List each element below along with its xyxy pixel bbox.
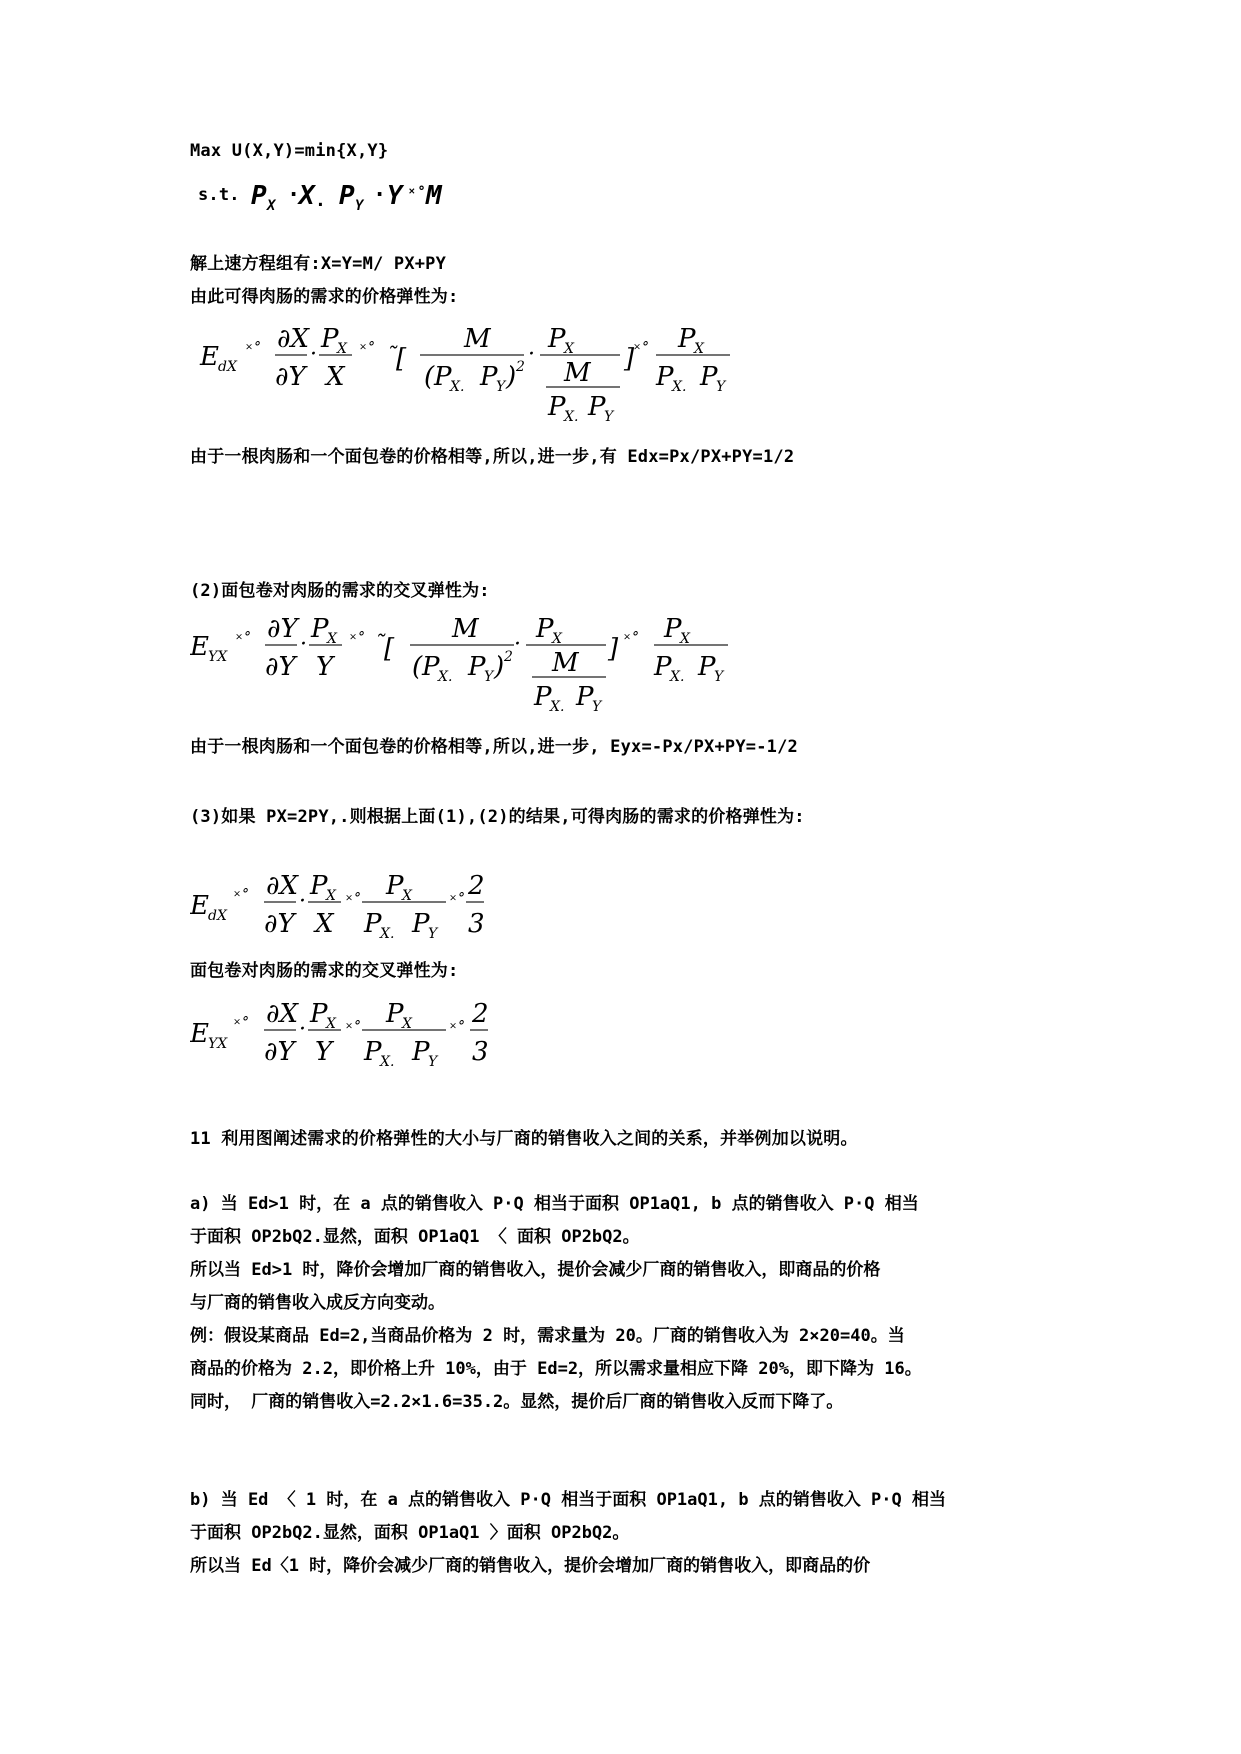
cross-elasticity-intro-2: 面包卷对肉肠的需求的交叉弹性为: [190,961,459,981]
edx-result-line: 由于一根肉肠和一个面包卷的价格相等,所以,进一步,有 Edx=Px/PX+PY=1/2 [190,447,795,467]
symbol-Y: Y [315,1037,333,1067]
symbol-P: P [480,362,498,392]
partial-X: ∂X [266,999,298,1029]
symbol-P: P [434,362,452,392]
subscript-X: X. [450,379,465,395]
subscript-Y: Y [355,198,364,214]
symbol-E: E [190,1019,209,1049]
subscript-X: X [326,888,336,904]
exponent-2: 2 [504,649,513,665]
partial-X: ∂X [277,325,309,354]
denominator-3: 3 [472,1037,489,1067]
symbol-X: X [315,909,334,939]
subscript-X: X. [672,379,687,395]
constraint-prefix: s.t. [198,185,240,205]
eyx-result-line: 由于一根肉肠和一个面包卷的价格相等,所以,进一步, Eyx=-Px/PX+PY=-1/2 [190,737,798,757]
constraint-line [198,178,442,218]
solution-line: 解上速方程组有:X=Y=M/ PX+PY [190,254,447,274]
subscript-X: X [326,1016,336,1032]
subscript-X: X [564,341,574,357]
equals-glyph: ˟˚ [450,1019,465,1038]
tilde-glyph: ˜ [386,344,397,369]
partial-Y: ∂Y [267,615,298,644]
equals-glyph: ˟˚ [624,630,639,649]
subscript-X: X. [550,699,565,715]
formula-cross-elasticity [190,615,750,715]
case-b-line: 于面积 OP2bQ2.显然，面积 OP1aQ1 〉面积 OP2bQ2。 [190,1523,630,1543]
symbol-P: P [698,652,716,682]
symbol-P: P [548,392,566,422]
subscript-YX: YX [208,1036,228,1052]
partial-Y: ∂Y [264,1037,295,1067]
symbol-X: X [299,181,315,211]
equals-glyph: ˟˚ [346,891,361,910]
case-b-line: b) 当 Ed 〈 1 时，在 a 点的销售收入 P·Q 相当于面积 OP1aQ1, b 点的销售收入 P·Q 相当 [190,1490,946,1510]
symbol-M: M [552,648,579,678]
left-paren: ( [424,362,435,392]
subscript-YX: YX [208,649,228,665]
case-a-line: 例：假设某商品 Ed=2,当商品价格为 2 时，需求量为 20。厂商的销售收入为 2×20=40。当 [190,1326,905,1346]
symbol-P: P [422,652,440,682]
symbol-P: P [386,871,404,901]
symbol-P: P [536,615,554,644]
symbol-M: M [452,615,479,644]
equals-glyph: ˟˚ [236,630,251,649]
subscript-Y: Y [716,379,726,395]
symbol-P: P [678,325,696,354]
symbol-P: P [364,909,382,939]
subscript-X: X [694,341,704,357]
subscript-dX: dX [218,359,237,375]
equals-glyph: ˟˚ [407,185,427,204]
case-a-line: a) 当 Ed>1 时，在 a 点的销售收入 P·Q 相当于面积 OP1aQ1, b 点的销售收入 P·Q 相当 [190,1194,919,1214]
equals-glyph: ˟˚ [350,630,365,649]
dot-operator: · [528,342,535,367]
case-a-paragraph [190,1188,1060,1419]
dot-operator: · [373,183,387,208]
symbol-P: P [588,392,606,422]
denominator-3: 3 [468,909,485,939]
right-paren: ) [494,652,505,682]
symbol-Y: Y [387,181,403,211]
right-bracket: ] [608,634,619,664]
case-b-line: 所以当 Ed〈1 时，降价会减少厂商的销售收入，提价会增加厂商的销售收入，即商品的价 [190,1556,871,1576]
formula-cross-elasticity-2-3 [190,998,510,1068]
equals-glyph: ˟˚ [246,340,261,359]
symbol-P: P [386,999,404,1029]
symbol-P: P [364,1037,382,1067]
symbol-P: P [654,652,672,682]
right-bracket: ] [624,344,635,374]
left-bracket: [ [384,634,395,664]
partial-X: ∂X [266,871,298,901]
subscript-X: X [327,631,337,647]
case-a-line: 同时， 厂商的销售收入=2.2×1.6=35.2。显然，提价后厂商的销售收入反而下降了。 [190,1392,844,1412]
equals-glyph: ˟˚ [234,887,249,906]
symbol-P: P [310,871,328,901]
equals-glyph: ˟˚ [450,891,465,910]
equals-glyph: ˟˚ [360,340,375,359]
symbol-P: P [311,615,329,644]
dot-operator: · [299,1017,306,1042]
symbol-P: P [548,325,566,354]
formula-price-elasticity [190,325,750,425]
symbol-P: P [468,652,486,682]
symbol-P: P [412,909,430,939]
formula-price-elasticity-2-3 [190,870,510,940]
symbol-M: M [464,325,491,354]
right-paren: ) [506,362,517,392]
subscript-Y: Y [592,699,602,715]
dot-operator: · [310,342,317,367]
case-a-line: 与厂商的销售收入成反方向变动。 [190,1293,445,1313]
symbol-P: P [576,682,594,712]
subscript-Y: Y [714,669,724,685]
dot-operator: · [299,889,306,914]
symbol-M: M [426,181,442,211]
subscript-X: X [402,1016,412,1032]
symbol-E: E [190,891,209,921]
dot-operator: · [300,632,307,657]
left-bracket: [ [396,344,407,374]
equals-glyph: ˟˚ [634,340,649,359]
subscript-Y: Y [428,1054,438,1068]
equals-glyph: ˟˚ [234,1015,249,1034]
numerator-2: 2 [468,871,485,901]
price-elasticity-intro: 由此可得肉肠的需求的价格弹性为: [190,287,459,307]
symbol-E: E [200,342,219,372]
equals-glyph: ˟˚ [346,1019,361,1038]
symbol-P: P [251,181,267,211]
subscript-X: X. [670,669,685,685]
symbol-P: P [664,615,682,644]
subscript-X: X. [380,1054,395,1068]
symbol-P: P [656,362,674,392]
partial-Y: ∂Y [264,909,295,939]
dot-below: . [315,190,327,211]
subscript-X: X [337,341,347,357]
subscript-X: X [552,631,562,647]
cross-elasticity-intro: (2)面包卷对肉肠的需求的交叉弹性为: [190,581,490,601]
case-a-line: 所以当 Ed>1 时，降价会增加厂商的销售收入，提价会减少厂商的销售收入，即商品的价格 [190,1260,881,1280]
subscript-Y: Y [428,926,438,940]
objective-line: Max U(X,Y)=min{X,Y} [190,141,389,161]
case-a-line: 于面积 OP2bQ2.显然，面积 OP1aQ1 〈 面积 OP2bQ2。 [190,1227,640,1247]
subscript-X: X [267,198,276,214]
subscript-Y: Y [604,409,614,425]
tilde-glyph: ˜ [374,632,385,657]
symbol-P: P [339,181,355,211]
left-paren: ( [412,652,423,682]
subscript-Y: Y [496,379,506,395]
exponent-2: 2 [516,359,525,375]
numerator-2: 2 [472,999,489,1029]
symbol-P: P [534,682,552,712]
symbol-P: P [412,1037,430,1067]
symbol-Y: Y [316,652,334,682]
subscript-X: X [402,888,412,904]
partial-Y: ∂Y [275,362,306,392]
subscript-X: X. [380,926,395,940]
subscript-dX: dX [208,908,227,924]
case-a-line: 商品的价格为 2.2，即价格上升 10%，由于 Ed=2，所以需求量相应下降 20%，即下降为 16。 [190,1359,922,1379]
dot-operator: · [287,183,301,208]
constraint-formula [243,176,463,216]
subscript-Y: Y [484,669,494,685]
symbol-X: X [326,362,345,392]
part3-intro: (3)如果 PX=2PY,.则根据上面(1),(2)的结果,可得肉肠的需求的价格弹性为: [190,807,805,827]
dot-operator: · [514,632,521,657]
subscript-X: X [680,631,690,647]
case-b-paragraph [190,1484,1060,1583]
symbol-P: P [321,325,339,354]
subscript-X: X. [438,669,453,685]
subscript-X: X. [564,409,579,425]
symbol-P: P [700,362,718,392]
partial-Y: ∂Y [265,652,296,682]
question-11: 11 利用图阐述需求的价格弹性的大小与厂商的销售收入之间的关系，并举例加以说明。 [190,1129,858,1149]
symbol-P: P [310,999,328,1029]
symbol-E: E [190,632,209,662]
symbol-M: M [564,358,591,388]
